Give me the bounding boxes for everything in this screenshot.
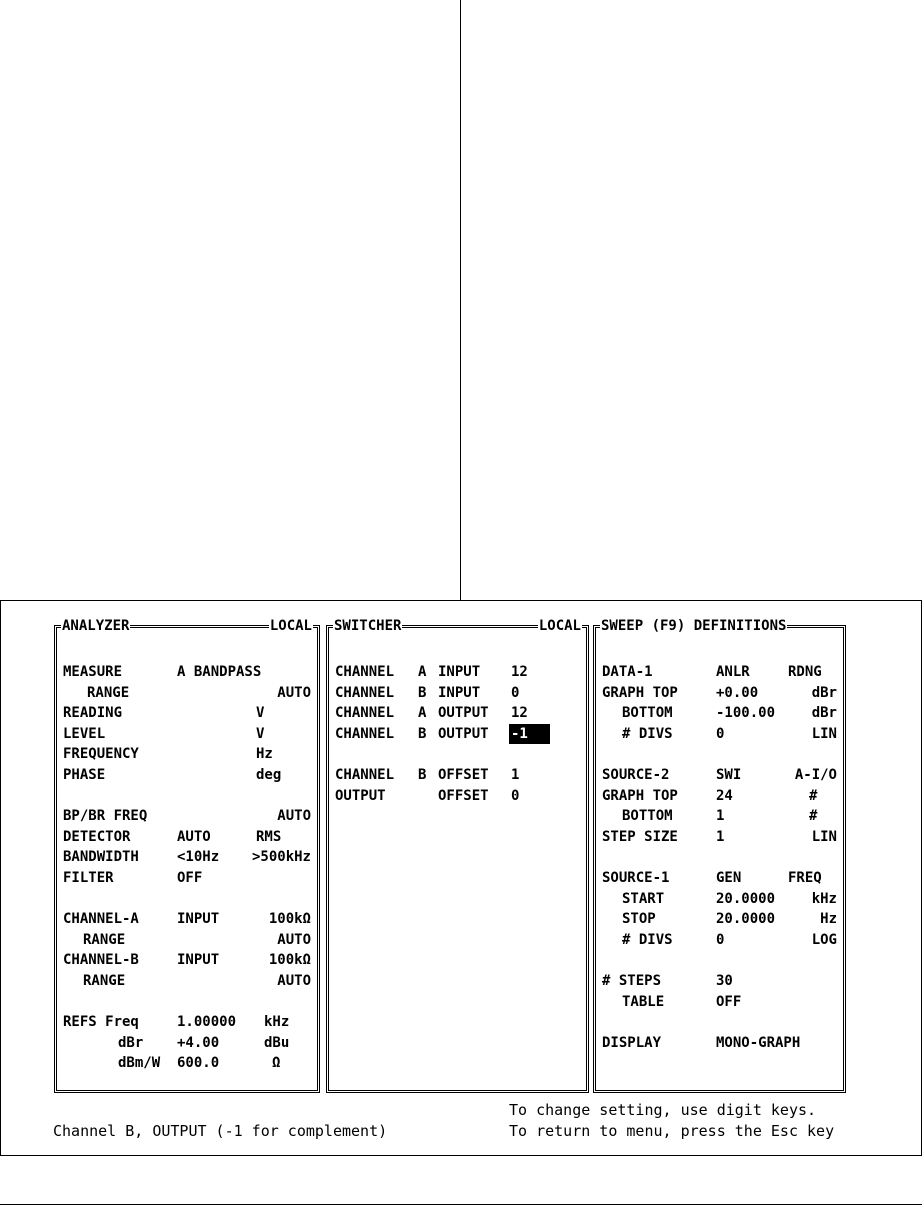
data1-param[interactable]: RDNG (788, 664, 822, 680)
switcher-row[interactable] (335, 683, 580, 704)
source1-src[interactable]: GEN (716, 869, 742, 886)
analyzer-refs-dbm-row[interactable] (63, 1053, 311, 1074)
graph-top-2-label: GRAPH TOP (602, 787, 678, 804)
switcher-kind: OUTPUT (438, 725, 489, 742)
detector-label: DETECTOR (63, 828, 131, 845)
switcher-panel (326, 618, 589, 1093)
sweep-data1-row[interactable] (602, 662, 837, 683)
channel-b-range-label: RANGE (83, 972, 126, 989)
analyzer-channel-b-range-row[interactable] (63, 971, 311, 992)
switcher-title: SWITCHER (334, 618, 402, 634)
switcher-channel-id: A (418, 664, 427, 680)
refs-freq[interactable]: 1.00000 (177, 1014, 237, 1031)
switcher-value[interactable]: 0 (511, 684, 520, 701)
switcher-kind: OUTPUT (438, 705, 489, 722)
spacer (602, 950, 837, 971)
switcher-value[interactable]: 12 (511, 664, 528, 680)
offset-b-channel-id: B (418, 766, 427, 783)
spacer (335, 744, 580, 765)
bottom-2-value[interactable]: 1 (716, 808, 725, 825)
graph-top-1-value[interactable]: +0.00 (716, 684, 759, 701)
level-unit[interactable]: V (256, 725, 265, 742)
help-line-change: To change setting, use digit keys. (509, 1101, 817, 1119)
start-label: START (622, 890, 665, 907)
context-help-text: Channel B, OUTPUT (-1 for complement) (53, 1122, 388, 1140)
sweep-stop-row[interactable] (602, 909, 837, 930)
bottom-2-unit: # (809, 808, 818, 825)
analyzer-detector-row[interactable] (63, 827, 311, 848)
bottom-1-value[interactable]: -100.00 (716, 705, 776, 722)
spacer (602, 1012, 837, 1033)
sweep-graph-top-2-row[interactable] (602, 786, 837, 807)
switcher-channel-id: B (418, 684, 427, 701)
analyzer-bandwidth-row[interactable] (63, 847, 311, 868)
switcher-kind: INPUT (438, 664, 481, 680)
divs-1-value[interactable]: 0 (716, 725, 725, 742)
analyzer-measure-row[interactable] (63, 662, 311, 683)
detector-mode[interactable]: RMS (256, 828, 282, 845)
sweep-bottom-1-row[interactable] (602, 703, 837, 724)
analyzer-panel (54, 618, 320, 1093)
switcher-channel-label: CHANNEL (335, 684, 395, 701)
channel-a-range-label: RANGE (83, 931, 126, 948)
divs-2-scale[interactable]: LOG (811, 931, 837, 948)
steps-value[interactable]: 30 (716, 972, 733, 989)
step-size-label: STEP SIZE (602, 828, 678, 845)
bpbr-value[interactable]: AUTO (277, 808, 311, 825)
measure-label: MEASURE (63, 664, 123, 680)
spacer (63, 889, 311, 910)
display-value[interactable]: MONO-GRAPH (716, 1034, 801, 1051)
reading-label: READING (63, 705, 123, 722)
sweep-divs-2-row[interactable] (602, 930, 837, 951)
bandwidth-high[interactable]: >500kHz (251, 849, 311, 866)
offset-output-value[interactable]: 0 (511, 787, 520, 804)
offset-b-kind: OFFSET (438, 766, 489, 783)
analyzer-level-row[interactable] (63, 724, 311, 745)
refs-dbr[interactable]: +4.00 (177, 1034, 220, 1051)
analyzer-reading-row[interactable] (63, 703, 311, 724)
channel-b-impedance[interactable]: 100kΩ (268, 952, 311, 969)
divs-2-label: # DIVS (622, 931, 673, 948)
sweep-source2-row[interactable] (602, 765, 837, 786)
channel-b-label: CHANNEL-B (63, 952, 139, 969)
channel-b-input[interactable]: INPUT (177, 952, 220, 969)
filter-value[interactable]: OFF (177, 869, 203, 886)
analyzer-title: ANALYZER (62, 618, 130, 634)
switcher-channel-id: A (418, 705, 427, 722)
sweep-divs-1-row[interactable] (602, 724, 837, 745)
switcher-row[interactable] (335, 662, 580, 683)
divs-1-label: # DIVS (622, 725, 673, 742)
sweep-start-row[interactable] (602, 889, 837, 910)
divs-1-scale[interactable]: LIN (811, 725, 837, 742)
sweep-graph-top-1-row[interactable] (602, 683, 837, 704)
frequency-unit[interactable]: Hz (256, 746, 273, 763)
refs-dbm[interactable]: 600.0 (177, 1055, 220, 1072)
analyzer-channel-a-row[interactable] (63, 909, 311, 930)
steps-label: # STEPS (602, 972, 662, 989)
refs-dbr-label: dBr (118, 1034, 144, 1051)
source1-label: SOURCE-1 (602, 869, 670, 886)
start-value[interactable]: 20.0000 (716, 890, 776, 907)
graph-top-2-value[interactable]: 24 (716, 787, 733, 804)
detector-value[interactable]: AUTO (177, 828, 211, 845)
offset-output-label: OUTPUT (335, 787, 386, 804)
analyzer-refs-row[interactable] (63, 1012, 311, 1033)
analyzer-phase-row[interactable] (63, 765, 311, 786)
graph-top-1-label: GRAPH TOP (602, 684, 678, 701)
refs-dbm-unit: Ω (272, 1055, 281, 1072)
switcher-panel-title (333, 617, 582, 635)
bottom-1-label: BOTTOM (622, 705, 673, 722)
refs-dbr-unit[interactable]: dBu (264, 1034, 290, 1051)
table-value[interactable]: OFF (716, 993, 742, 1010)
analyzer-refs-dbr-row[interactable] (63, 1033, 311, 1054)
display-label: DISPLAY (602, 1034, 662, 1051)
graph-top-2-unit: # (809, 787, 818, 804)
switcher-channel-id: B (418, 725, 427, 742)
switcher-channel-label: CHANNEL (335, 664, 395, 680)
analyzer-bpbr-row[interactable] (63, 806, 311, 827)
switcher-row-active[interactable] (335, 724, 580, 745)
source2-param[interactable]: A-I/O (794, 766, 837, 783)
sweep-steps-row[interactable] (602, 971, 837, 992)
analyzer-status: LOCAL (269, 618, 312, 634)
spacer (63, 786, 311, 807)
range-label: RANGE (87, 684, 130, 701)
sweep-panel (593, 618, 846, 1093)
switcher-status: LOCAL (538, 618, 581, 634)
channel-a-label: CHANNEL-A (63, 911, 139, 928)
table-label: TABLE (622, 993, 665, 1010)
stop-unit[interactable]: Hz (820, 911, 837, 928)
sweep-display-row[interactable] (602, 1033, 837, 1054)
switcher-value[interactable]: 12 (511, 705, 528, 722)
offset-b-value[interactable]: 1 (511, 766, 520, 783)
page-divider-line (460, 0, 461, 600)
channel-b-range[interactable]: AUTO (277, 972, 311, 989)
analyzer-range-row[interactable] (63, 683, 311, 704)
sweep-source1-row[interactable] (602, 868, 837, 889)
frequency-label: FREQUENCY (63, 746, 139, 763)
step-size-scale[interactable]: LIN (811, 828, 837, 845)
analyzer-frequency-row[interactable] (63, 744, 311, 765)
channel-a-range[interactable]: AUTO (277, 931, 311, 948)
start-unit[interactable]: kHz (811, 890, 837, 907)
range-value[interactable]: AUTO (277, 684, 311, 701)
source1-param[interactable]: FREQ (788, 869, 822, 886)
spacer (602, 847, 837, 868)
switcher-row[interactable] (335, 703, 580, 724)
bottom-1-unit[interactable]: dBr (811, 705, 837, 722)
switcher-edit-cursor-field[interactable]: -1 (509, 724, 550, 745)
switcher-channel-label: CHANNEL (335, 725, 395, 742)
graph-top-1-unit[interactable]: dBr (811, 684, 837, 701)
offset-b-channel-label: CHANNEL (335, 766, 395, 783)
phase-unit[interactable]: deg (256, 766, 282, 783)
spacer (63, 992, 311, 1013)
offset-output-kind: OFFSET (438, 787, 489, 804)
sweep-bottom-2-row[interactable] (602, 806, 837, 827)
source2-src[interactable]: SWI (716, 766, 742, 783)
sweep-table-row[interactable] (602, 992, 837, 1013)
sweep-panel-title (600, 617, 839, 635)
source2-label: SOURCE-2 (602, 766, 670, 783)
switcher-offset-output-row[interactable] (335, 786, 580, 807)
stop-label: STOP (622, 911, 656, 928)
page-bottom-rule (0, 1204, 922, 1205)
terminal-screen (0, 600, 922, 1156)
switcher-channel-label: CHANNEL (335, 705, 395, 722)
refs-label: REFS Freq (63, 1014, 139, 1031)
analyzer-filter-row[interactable] (63, 868, 311, 889)
stop-value[interactable]: 20.0000 (716, 911, 776, 928)
divs-2-value[interactable]: 0 (716, 931, 725, 948)
spacer (602, 744, 837, 765)
level-label: LEVEL (63, 725, 106, 742)
analyzer-channel-b-row[interactable] (63, 950, 311, 971)
channel-a-impedance[interactable]: 100kΩ (268, 911, 311, 928)
bandwidth-label: BANDWIDTH (63, 849, 139, 866)
data1-label: DATA-1 (602, 664, 653, 680)
bottom-2-label: BOTTOM (622, 808, 673, 825)
switcher-kind: INPUT (438, 684, 481, 701)
sweep-step-size-row[interactable] (602, 827, 837, 848)
analyzer-channel-a-range-row[interactable] (63, 930, 311, 951)
data1-src[interactable]: ANLR (716, 664, 750, 680)
step-size-value[interactable]: 1 (716, 828, 725, 845)
sweep-title: SWEEP (F9) DEFINITIONS (601, 618, 787, 634)
filter-label: FILTER (63, 869, 114, 886)
help-line-escape: To return to menu, press the Esc key (509, 1122, 835, 1140)
reading-unit[interactable]: V (256, 705, 265, 722)
analyzer-panel-title (61, 617, 313, 635)
switcher-offset-b-row[interactable] (335, 765, 580, 786)
refs-dbm-label: dBm/W (118, 1055, 161, 1072)
bandwidth-low[interactable]: <10Hz (177, 849, 220, 866)
phase-label: PHASE (63, 766, 106, 783)
bpbr-label: BP/BR FREQ (63, 808, 148, 825)
channel-a-input[interactable]: INPUT (177, 911, 220, 928)
measure-value[interactable]: A BANDPASS (177, 664, 262, 680)
refs-freq-unit: kHz (264, 1014, 290, 1031)
